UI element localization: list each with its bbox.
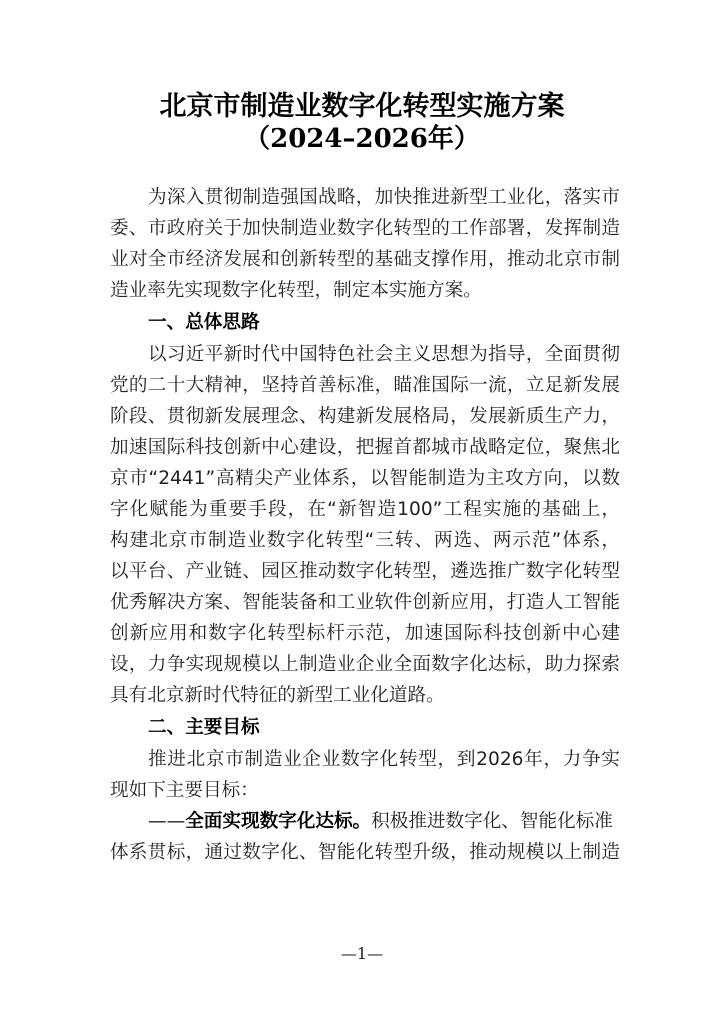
paragraph-line: 创新应用和数字化转型标杆示范，加速国际科技创新中心建	[110, 623, 620, 644]
page-number: —1—	[340, 944, 384, 963]
paragraph-line: 以习近平新时代中国特色社会主义思想为指导，全面贯彻	[148, 344, 620, 365]
paragraph-line: 加速国际科技创新中心建设，把握首都城市战略定位，聚焦北	[110, 437, 620, 458]
paragraph-line: 现如下主要目标：	[110, 780, 259, 801]
paragraph-line: 阶段、贯彻新发展理念、构建新发展格局，发展新质生产力，	[110, 406, 620, 427]
paragraph-line: 业对全市经济发展和创新转型的基础支撑作用，推动北京市制	[110, 249, 620, 270]
paragraph-line: 为深入贯彻制造强国战略，加快推进新型工业化，落实市	[148, 187, 620, 208]
paragraph-line: 字化赋能为重要手段，在“新智造100”工程实施的基础上，	[110, 499, 620, 520]
goal-title: 全面实现数字化达标。	[185, 811, 372, 832]
document-subtitle: （2024–2026年）	[244, 124, 480, 154]
paragraph-line: 构建北京市制造业数字化转型“三转、两选、两示范”体系，	[110, 530, 620, 551]
paragraph-line: 体系贯标，通过数字化、智能化转型升级，推动规模以上制造	[110, 842, 620, 863]
paragraph-line: 京市“2441”高精尖产业体系，以智能制造为主攻方向，以数	[110, 468, 620, 489]
paragraph-line: 推进北京市制造业企业数字化转型，到2026年，力争实	[148, 749, 620, 770]
paragraph-line: 以平台、产业链、园区推动数字化转型，遴选推广数字化转型	[110, 561, 620, 582]
section-heading-1: 一、总体思路	[148, 312, 260, 333]
goal-text: 积极推进数字化、智能化标准	[371, 811, 613, 832]
section-heading-2: 二、主要目标	[148, 717, 260, 738]
paragraph-line: 设，力争实现规模以上制造业企业全面数字化达标，助力探索	[110, 654, 620, 675]
paragraph-line: 具有北京新时代特征的新型工业化道路。	[110, 685, 445, 706]
paragraph-line: 党的二十大精神，坚持首善标准，瞄准国际一流，立足新发展	[110, 375, 620, 396]
paragraph-line: 委、市政府关于加快制造业数字化转型的工作部署，发挥制造	[110, 218, 620, 239]
document-title: 北京市制造业数字化转型实施方案	[159, 91, 565, 122]
paragraph-line: 优秀解决方案、智能装备和工业软件创新应用，打造人工智能	[110, 592, 620, 613]
paragraph-line: 造业率先实现数字化转型，制定本实施方案。	[110, 280, 482, 301]
goal-line	[148, 810, 620, 834]
goal-dash: ——	[148, 811, 186, 832]
